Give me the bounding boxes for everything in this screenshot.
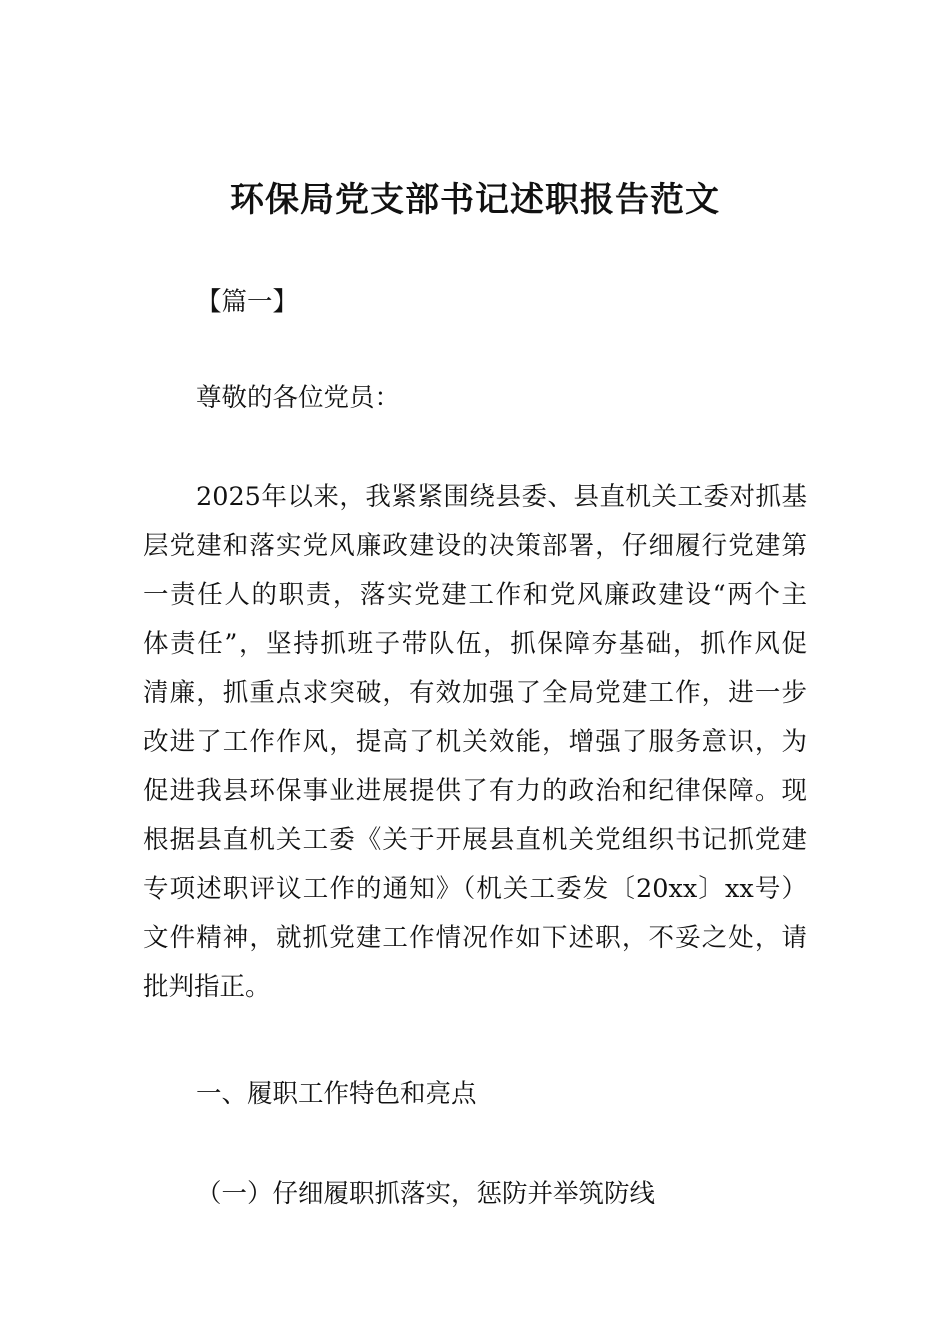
paragraph-line: 体责任”，坚持抓班子带队伍，抓保障夯基础，抓作风促 [143, 629, 807, 659]
paragraph-line: 层党建和落实党风廉政建设的决策部署，仔细履行党建第 [143, 531, 807, 561]
paragraph-line: 专项述职评议工作的通知》（机关工委发〔20xx〕xx号） [143, 874, 807, 904]
section-tag: 【篇一】 [196, 287, 299, 317]
paragraph-line: 改进了工作作风，提高了机关效能，增强了服务意识，为 [143, 727, 807, 757]
paragraph-line: 根据县直机关工委《关于开展县直机关党组织书记抓党建 [143, 825, 807, 855]
document-title: 环保局党支部书记述职报告范文 [230, 180, 720, 220]
paragraph-line: 2025年以来，我紧紧围绕县委、县直机关工委对抓基 [196, 482, 807, 512]
paragraph-line: 文件精神，就抓党建工作情况作如下述职，不妥之处，请 [143, 923, 807, 953]
section-heading: 一、履职工作特色和亮点 [196, 1079, 477, 1109]
subsection-heading: （一）仔细履职抓落实，惩防并举筑防线 [196, 1179, 656, 1209]
paragraph-line: 一责任人的职责，落实党建工作和党风廉政建设“两个主 [143, 580, 807, 610]
paragraph-line: 批判指正。 [143, 972, 271, 1002]
salutation: 尊敬的各位党员： [196, 383, 401, 413]
paragraph-line: 促进我县环保事业进展提供了有力的政治和纪律保障。现 [143, 776, 807, 806]
paragraph-line: 清廉，抓重点求突破，有效加强了全局党建工作，进一步 [143, 678, 807, 708]
body-paragraph [143, 473, 807, 1012]
